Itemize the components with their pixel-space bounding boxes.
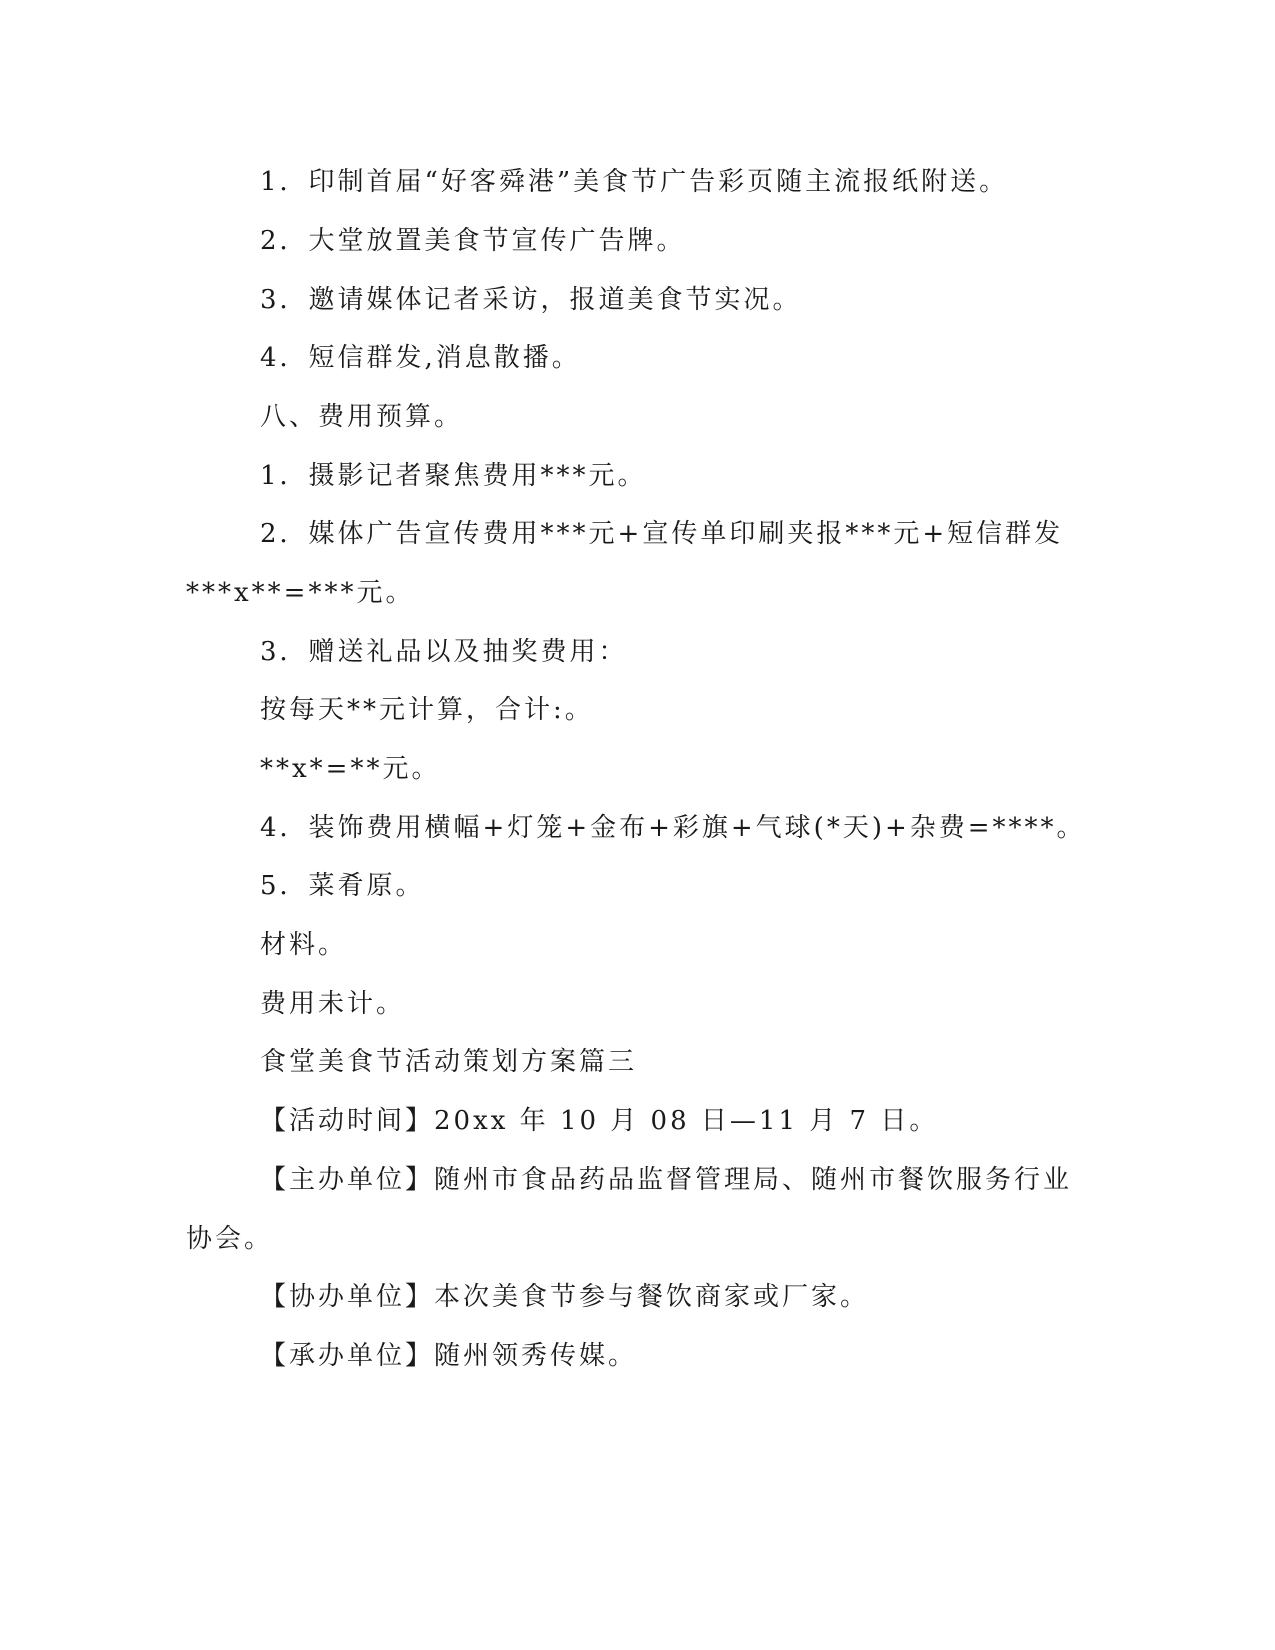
list-item-photo-cost: 1．摄影记者聚焦费用***元。 — [260, 461, 647, 491]
paragraph-co-organizer: 【协办单位】本次美食节参与餐饮商家或厂家。 — [260, 1282, 870, 1312]
paragraph-event-time: 【活动时间】20xx 年 10 月 08 日—11 月 7 日。 — [260, 1106, 939, 1136]
paragraph-daily-calc: 按每天**元计算，合计:。 — [260, 695, 594, 725]
paragraph-cost-not-counted: 费用未计。 — [260, 989, 406, 1019]
list-item-dish-cost: 5．菜肴原。 — [260, 871, 425, 901]
list-item-print-flyer: 1．印制首届“好客舜港”美食节广告彩页随主流报纸附送。 — [260, 167, 1009, 197]
list-item-advertising-cost: 2．媒体广告宣传费用***元+宣传单印刷夹报***元+短信群发 — [260, 519, 1064, 549]
list-item-invite-media: 3．邀请媒体记者采访，报道美食节实况。 — [260, 285, 802, 315]
section-heading-budget: 八、费用预算。 — [260, 402, 464, 432]
list-item-gift-cost: 3．赠送礼品以及抽奖费用： — [260, 637, 628, 667]
paragraph-organizer: 【主办单位】随州市食品药品监督管理局、随州市餐饮服务行业 — [260, 1165, 1073, 1195]
paragraph-continuation: ***x**=***元。 — [186, 578, 415, 608]
list-item-sms-broadcast: 4．短信群发,消息散播。 — [260, 343, 581, 373]
list-item-decoration-cost: 4．装饰费用横幅+灯笼+金布+彩旗+气球(*天)+杂费=****。 — [260, 813, 1086, 843]
list-item-lobby-billboard: 2．大堂放置美食节宣传广告牌。 — [260, 226, 686, 256]
paragraph-continuation: 协会。 — [186, 1224, 274, 1254]
paragraph-formula: **x*=**元。 — [260, 754, 441, 784]
section-title-plan-three: 食堂美食节活动策划方案篇三 — [260, 1047, 638, 1077]
paragraph-undertaker: 【承办单位】随州领秀传媒。 — [260, 1341, 638, 1371]
paragraph-materials: 材料。 — [260, 930, 348, 960]
